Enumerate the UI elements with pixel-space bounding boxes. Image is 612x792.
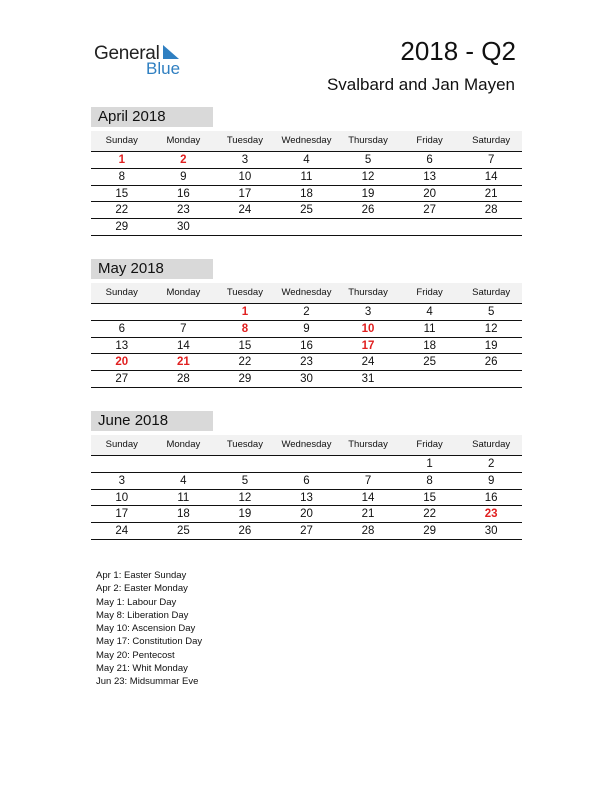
day-cell: 28 bbox=[484, 204, 498, 217]
holiday-day-cell: 10 bbox=[361, 322, 375, 335]
day-cell: 3 bbox=[364, 306, 372, 318]
day-cell: 15 bbox=[115, 187, 129, 200]
day-cell: 11 bbox=[423, 322, 436, 335]
weekday-label: Friday bbox=[416, 439, 443, 450]
month-block bbox=[91, 411, 522, 540]
day-cell bbox=[337, 456, 399, 472]
day-cell: 6 bbox=[118, 322, 125, 335]
day-cell: 13 bbox=[423, 170, 436, 183]
day-cell: 24 bbox=[238, 204, 252, 217]
day-cell: 8 bbox=[118, 170, 125, 183]
day-cell: 10 bbox=[115, 491, 129, 504]
day-cell: 12 bbox=[361, 170, 375, 183]
weekday-header bbox=[91, 435, 522, 456]
week-row bbox=[91, 473, 522, 490]
weekday-label: Saturday bbox=[472, 135, 511, 146]
week-row bbox=[91, 304, 522, 321]
week-row bbox=[91, 371, 522, 388]
day-cell: 30 bbox=[176, 221, 190, 234]
month-block bbox=[91, 259, 522, 388]
day-cell: 9 bbox=[487, 474, 495, 487]
day-cell: 17 bbox=[115, 508, 129, 521]
day-cell bbox=[276, 456, 338, 472]
day-cell: 11 bbox=[177, 491, 190, 504]
day-cell: 23 bbox=[176, 204, 190, 217]
day-cell: 8 bbox=[426, 474, 433, 487]
day-cell bbox=[460, 371, 522, 387]
holiday-note: May 20: Pentecost bbox=[96, 649, 175, 661]
holiday-notes bbox=[96, 569, 202, 689]
holiday-note: May 17: Constitution Day bbox=[96, 636, 203, 648]
week-row bbox=[91, 169, 522, 186]
weekday-label: Monday bbox=[166, 287, 201, 298]
weekday-label: Tuesday bbox=[226, 287, 263, 298]
day-cell: 11 bbox=[300, 170, 313, 183]
day-cell: 22 bbox=[423, 508, 436, 521]
day-cell: 25 bbox=[176, 525, 190, 538]
holiday-day-cell: 8 bbox=[241, 322, 249, 335]
weekday-label: Sunday bbox=[105, 135, 138, 146]
logo-blue-text: Blue bbox=[146, 59, 181, 78]
weekday-label: Saturday bbox=[472, 439, 511, 450]
day-cell bbox=[91, 456, 153, 472]
holiday-note: May 8: Liberation Day bbox=[96, 609, 189, 621]
day-cell: 14 bbox=[176, 339, 190, 352]
day-cell: 14 bbox=[361, 491, 375, 504]
day-cell: 18 bbox=[423, 339, 436, 352]
day-cell: 24 bbox=[361, 356, 375, 369]
day-cell: 22 bbox=[238, 356, 252, 369]
day-cell bbox=[153, 304, 215, 320]
holiday-day-cell: 20 bbox=[115, 356, 129, 369]
week-row bbox=[91, 490, 522, 507]
day-cell: 18 bbox=[300, 187, 313, 200]
day-cell: 18 bbox=[176, 508, 190, 521]
day-cell bbox=[460, 219, 522, 235]
day-cell: 20 bbox=[300, 508, 313, 521]
day-cell: 15 bbox=[238, 339, 252, 352]
day-cell: 22 bbox=[115, 204, 129, 217]
day-cell: 31 bbox=[361, 373, 375, 386]
holiday-day-cell: 2 bbox=[180, 154, 187, 166]
weekday-label: Tuesday bbox=[226, 439, 263, 450]
week-row bbox=[91, 523, 522, 540]
day-cell: 15 bbox=[423, 491, 436, 504]
day-cell: 16 bbox=[300, 339, 313, 352]
day-cell: 2 bbox=[303, 306, 310, 318]
day-cell bbox=[214, 219, 276, 235]
day-cell: 28 bbox=[361, 525, 375, 538]
weekday-label: Monday bbox=[166, 135, 201, 146]
weekday-label: Thursday bbox=[348, 439, 388, 450]
holiday-note: Apr 1: Easter Sunday bbox=[96, 570, 187, 581]
week-row bbox=[91, 506, 522, 523]
day-cell: 16 bbox=[484, 491, 498, 504]
day-cell: 26 bbox=[484, 356, 498, 369]
day-cell: 2 bbox=[487, 458, 495, 470]
day-cell: 5 bbox=[487, 306, 495, 318]
week-row bbox=[91, 186, 522, 203]
holiday-note: Jun 23: Midsummar Eve bbox=[96, 676, 199, 688]
logo bbox=[94, 40, 194, 80]
day-cell bbox=[399, 219, 461, 235]
day-cell bbox=[337, 219, 399, 235]
holiday-note: May 10: Ascension Day bbox=[96, 623, 196, 635]
day-cell: 20 bbox=[423, 187, 436, 200]
day-cell: 9 bbox=[180, 170, 187, 183]
day-cell: 7 bbox=[364, 474, 372, 487]
day-cell: 25 bbox=[423, 356, 436, 369]
day-cell: 12 bbox=[238, 491, 252, 504]
holiday-day-cell: 23 bbox=[484, 508, 498, 521]
month-title: June 2018 bbox=[91, 411, 213, 431]
weekday-label: Friday bbox=[416, 287, 443, 298]
day-cell: 4 bbox=[180, 474, 187, 487]
month-title: May 2018 bbox=[91, 259, 213, 279]
logo-triangle-icon bbox=[163, 45, 179, 59]
day-cell: 6 bbox=[303, 474, 310, 487]
day-cell: 5 bbox=[241, 474, 249, 487]
day-cell: 27 bbox=[423, 204, 436, 217]
day-cell: 7 bbox=[487, 154, 495, 166]
day-cell: 30 bbox=[300, 373, 313, 386]
week-row bbox=[91, 456, 522, 473]
weekday-label: Friday bbox=[416, 135, 443, 146]
day-cell bbox=[399, 371, 461, 387]
day-cell bbox=[276, 219, 338, 235]
weekday-label: Wednesday bbox=[281, 439, 332, 450]
day-cell: 21 bbox=[361, 508, 375, 521]
day-cell: 21 bbox=[484, 187, 498, 200]
day-cell: 1 bbox=[426, 458, 433, 470]
holiday-note: Apr 2: Easter Monday bbox=[96, 583, 188, 595]
weekday-header bbox=[91, 131, 522, 152]
day-cell: 30 bbox=[484, 525, 498, 538]
day-cell: 4 bbox=[426, 306, 433, 318]
day-cell: 9 bbox=[303, 322, 310, 335]
day-cell: 3 bbox=[118, 474, 125, 487]
day-cell: 23 bbox=[300, 356, 313, 369]
day-cell: 12 bbox=[484, 322, 498, 335]
holiday-day-cell: 21 bbox=[176, 356, 190, 369]
day-cell bbox=[214, 456, 276, 472]
weekday-label: Sunday bbox=[105, 439, 138, 450]
holiday-day-cell: 1 bbox=[241, 306, 249, 318]
page-title: 2018 - Q2 bbox=[400, 36, 516, 66]
day-cell: 29 bbox=[238, 373, 252, 386]
day-cell: 19 bbox=[361, 187, 375, 200]
week-row bbox=[91, 152, 522, 169]
day-cell: 19 bbox=[238, 508, 252, 521]
logo-general-text: General bbox=[94, 43, 160, 64]
day-cell: 13 bbox=[115, 339, 129, 352]
weekday-header bbox=[91, 283, 522, 304]
weekday-label: Sunday bbox=[105, 287, 138, 298]
day-cell: 10 bbox=[238, 170, 252, 183]
holiday-note: May 21: Whit Monday bbox=[96, 663, 188, 675]
weekday-label: Wednesday bbox=[281, 287, 332, 298]
day-cell: 29 bbox=[115, 221, 129, 234]
day-cell: 16 bbox=[176, 187, 190, 200]
day-cell: 27 bbox=[300, 525, 313, 538]
day-cell: 26 bbox=[361, 204, 375, 217]
holiday-day-cell: 1 bbox=[118, 154, 125, 166]
weekday-label: Monday bbox=[166, 439, 201, 450]
week-row bbox=[91, 219, 522, 236]
week-row bbox=[91, 202, 522, 219]
day-cell: 26 bbox=[238, 525, 252, 538]
day-cell: 28 bbox=[176, 373, 190, 386]
day-cell: 13 bbox=[300, 491, 313, 504]
holiday-note: May 1: Labour Day bbox=[96, 596, 177, 608]
day-cell: 7 bbox=[180, 322, 187, 335]
weekday-label: Thursday bbox=[348, 287, 388, 298]
month-title: April 2018 bbox=[91, 107, 213, 127]
month-block bbox=[91, 107, 522, 236]
day-cell: 27 bbox=[115, 373, 129, 386]
week-row bbox=[91, 354, 522, 371]
weekday-label: Thursday bbox=[348, 135, 388, 146]
weekday-label: Tuesday bbox=[226, 135, 263, 146]
day-cell bbox=[91, 304, 153, 320]
day-cell: 29 bbox=[423, 525, 436, 538]
day-cell bbox=[153, 456, 215, 472]
day-cell: 19 bbox=[484, 339, 498, 352]
day-cell: 3 bbox=[241, 154, 249, 166]
day-cell: 25 bbox=[300, 204, 313, 217]
region-name: Svalbard and Jan Mayen bbox=[326, 75, 515, 94]
day-cell: 4 bbox=[303, 154, 310, 166]
day-cell: 14 bbox=[484, 170, 498, 183]
week-row bbox=[91, 338, 522, 355]
weekday-label: Saturday bbox=[472, 287, 511, 298]
day-cell: 17 bbox=[238, 187, 252, 200]
weekday-label: Wednesday bbox=[281, 135, 332, 146]
day-cell: 6 bbox=[426, 154, 433, 166]
day-cell: 5 bbox=[364, 154, 372, 166]
holiday-day-cell: 17 bbox=[361, 339, 375, 352]
week-row bbox=[91, 321, 522, 338]
day-cell: 24 bbox=[115, 525, 129, 538]
